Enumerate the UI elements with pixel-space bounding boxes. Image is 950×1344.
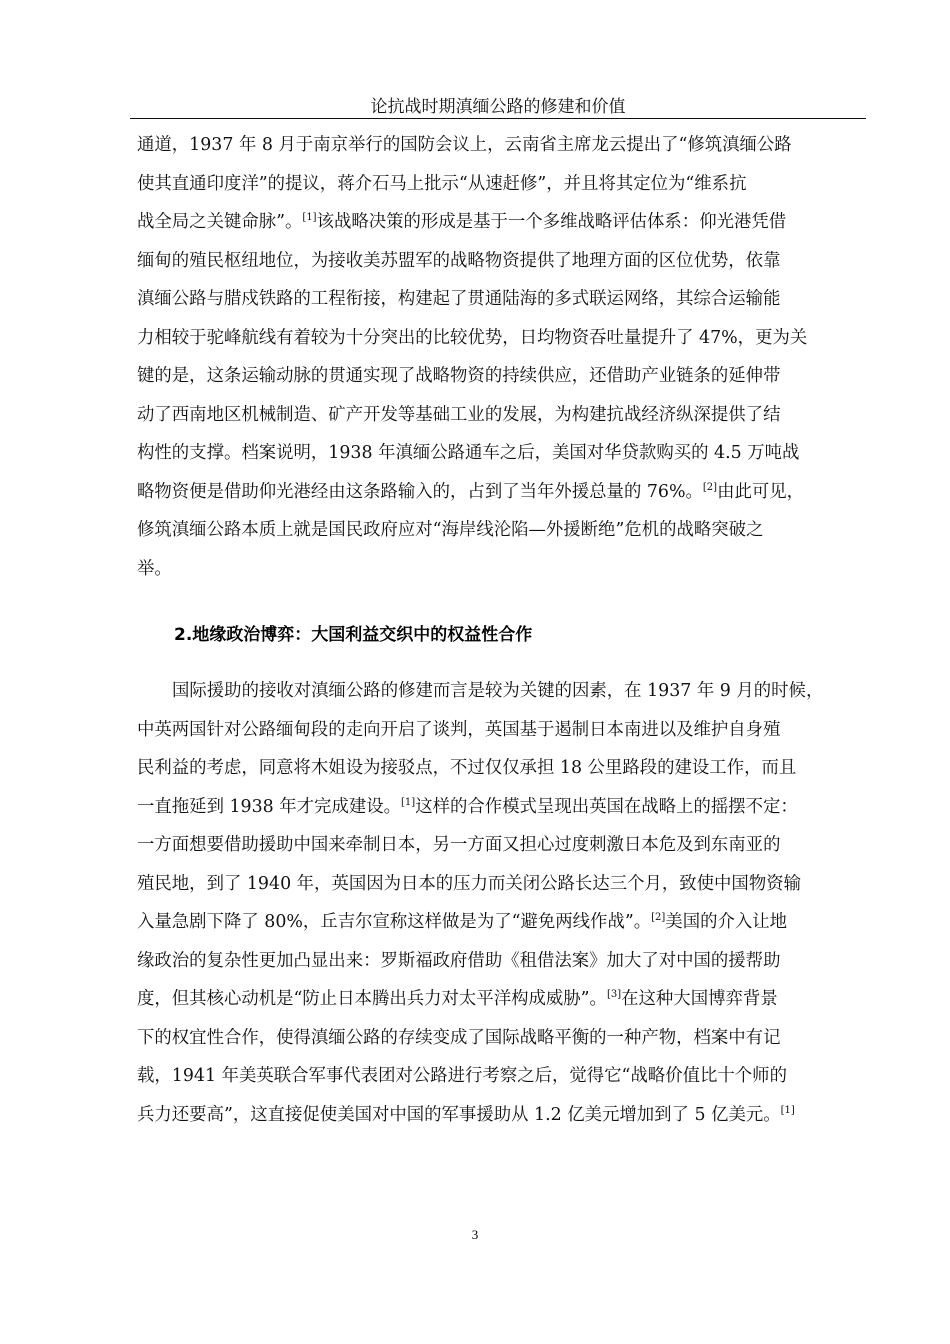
text-line [137,357,859,396]
line-text-continued: 这样的合作模式呈现出英国在战略上的摇摆不定： [415,796,798,817]
citation-marker: [3] [606,989,622,1000]
line-text: 使其直通印度洋”的提议，蒋介石马上批示“从速赶修”，并且将其定位为“维系抗 [137,173,747,194]
line-text: 一方面想要借助援助中国来牵制日本，另一方面又担心过度刺激日本危及到东南亚的 [137,835,781,855]
text-line [137,550,859,589]
line-text: 略物资便是借助仰光港经由这条路输入的，占到了当年外援总量的 76%。 [137,481,703,502]
text-line [137,711,859,750]
text-line [137,242,859,281]
header-divider [130,118,866,119]
line-text: 国际援助的接收对滇缅公路的修建而言是较为关键的因素，在 1937 年 9 月的时候， [172,681,824,701]
text-line [137,473,859,512]
line-text-continued: 该战略决策的形成是基于一个多维战略评估体系：仰光港凭借 [316,212,787,232]
text-line [137,126,859,165]
line-text: 兵力还要高”，这直接促使美国对中国的军事援助从 1.2 亿美元增加到了 5 亿美元。 [137,1104,781,1125]
line-text-continued: 美国的介入让地 [665,912,788,932]
line-text-continued: 在这种大国博弈背景 [621,989,778,1009]
line-text: 载，1941 年美英联合军事代表团对公路进行考察之后，觉得它“战略价值比十个师的 [137,1066,787,1086]
line-text: 滇缅公路与腊戍铁路的工程衔接，构建起了贯通陆海的多式联运网络，其综合运输能 [137,289,781,309]
line-text: 力相较于驼峰航线有着较为十分突出的比较优势，日均物资吞吐量提升了 47%，更为关 [137,327,808,348]
line-text: 修筑滇缅公路本质上就是国民政府应对“海岸线沦陷—外援断绝”危机的战略突破之 [137,520,764,540]
line-text-continued: 由此可见， [717,481,805,502]
text-line [137,865,859,904]
line-text: 中英两国针对公路缅甸段的走向开启了谈判，英国基于遏制日本南进以及维护自身殖 [137,719,781,740]
text-line [137,826,859,865]
text-line [137,511,859,550]
line-text: 缘政治的复杂性更加凸显出来：罗斯福政府借助《租借法案》加大了对中国的援帮助 [137,950,781,971]
section-heading: 2.地缘政治博弈：大国利益交织中的权益性合作 [174,625,533,645]
text-line [137,280,859,319]
text-line [137,980,859,1019]
text-line [137,319,859,358]
text-line [137,788,859,827]
page-number: 3 [471,1227,479,1242]
line-text: 战全局之关键命脉”。 [137,212,303,232]
text-line [137,434,859,473]
text-line [137,203,859,242]
paragraph-2 [137,672,859,1134]
running-header-title: 论抗战时期滇缅公路的修建和价值 [370,97,626,117]
citation-marker: [1] [302,212,317,223]
line-text: 缅甸的殖民枢纽地位，为接收美苏盟军的战略物资提供了地理方面的区位优势，依靠 [137,250,781,271]
line-text: 动了西南地区机械制造、矿产开发等基础工业的发展，为构建抗战经济纵深提供了结 [137,404,781,425]
text-line [137,942,859,981]
text-line [137,1057,859,1096]
citation-marker: [1] [401,796,416,808]
line-text: 度，但其核心动机是“防止日本腾出兵力对太平洋构成威胁”。 [137,989,607,1009]
paragraph-1 [137,126,859,588]
line-text: 入量急剧下降了 80%，丘吉尔宣称这样做是为了“避免两线作战”。 [137,912,652,932]
line-text: 一直拖延到 1938 年才完成建设。 [137,796,402,817]
line-text: 键的是，这条运输动脉的贯通实现了战略物资的持续供应，还借助产业链条的延伸带 [137,366,781,386]
text-line [137,1096,859,1135]
text-line [137,903,859,942]
citation-marker: [2] [702,481,718,493]
line-text: 构性的支撑。档案说明，1938 年滇缅公路通车之后，美国对华贷款购买的 4.5 万吨战 [137,443,800,463]
line-text: 通道，1937 年 8 月于南京举行的国防会议上，云南省主席龙云提出了“修筑滇缅公路 [137,135,792,155]
text-line [137,672,859,711]
line-text: 举。 [137,558,172,579]
text-line [137,749,859,788]
line-text: 殖民地，到了 1940 年，英国因为日本的压力而关闭公路长达三个月，致使中国物资输 [137,873,801,894]
text-line [137,396,859,435]
line-text: 下的权宜性合作，使得滇缅公路的存续变成了国际战略平衡的一种产物，档案中有记 [137,1027,781,1048]
text-line [137,165,859,204]
citation-marker: [2] [651,912,666,923]
text-line [137,1019,859,1058]
citation-marker: [1] [780,1104,795,1116]
line-text: 民利益的考虑，同意将木姐设为接驳点，不过仅仅承担 18 公里路段的建设工作，而且 [137,758,797,778]
